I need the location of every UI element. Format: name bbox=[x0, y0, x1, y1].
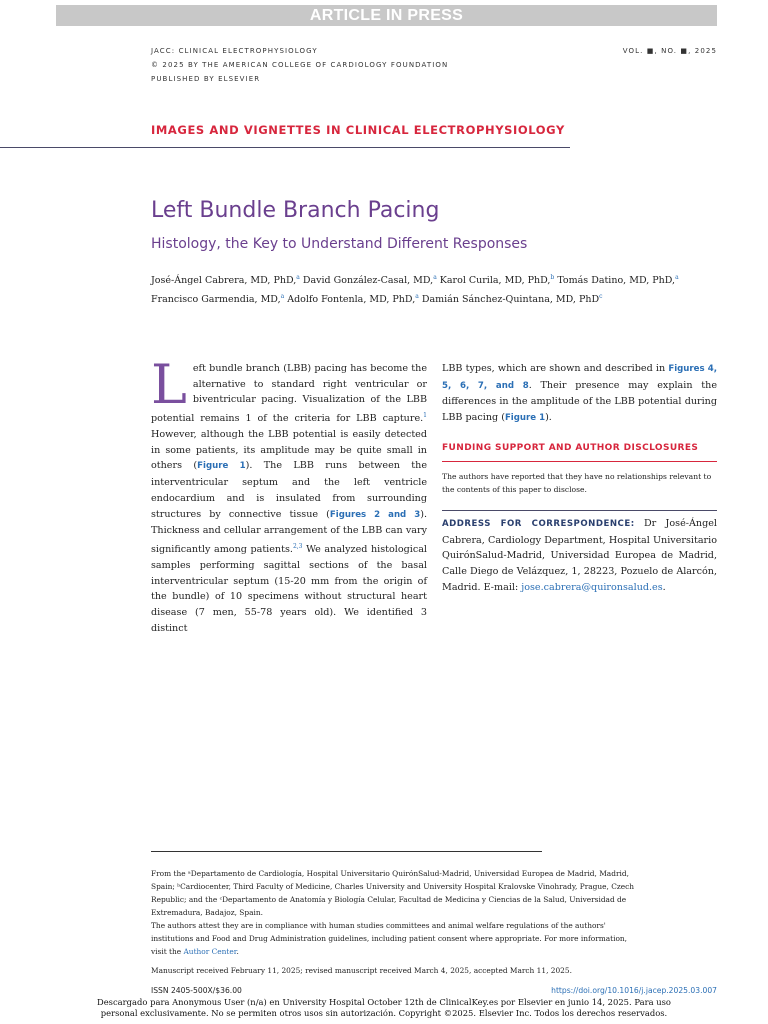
figures-4-8-link[interactable]: Figures 4, 5, 6, 7, and 8 bbox=[442, 364, 717, 391]
correspondence-address bbox=[442, 516, 717, 596]
journal-info bbox=[151, 44, 448, 86]
address-text: Dr José-Ángel Cabrera, Cardiology Department, Hospital Universitario QuirónSalud-Madrid, Universidad Europea de Madrid, Calle Diego de Velázquez, 1, 28223, Pozuelo de Alarcón, Madrid. E-mail: bbox=[442, 517, 717, 593]
body-text: ). Thickness and cellular arrangement of the LBB can vary significantly among patients. bbox=[151, 508, 427, 556]
body-column-left bbox=[151, 353, 428, 636]
body-text: eft bundle branch (LBB) pacing has become the alternative to standard right ventricular or biventricular pacing. Visualization of the LBB potential remains 1 of the criteria for LBB capture. bbox=[151, 363, 427, 425]
author-name: Tomás Datino, MD, PhD, bbox=[554, 275, 676, 287]
download-notice-line: personal exclusivamente. No se permiten otros usos sin autorización. Copyright ©2025. Elsevier Inc. Todos los derechos reservados. bbox=[100, 1008, 668, 1018]
author-name: Adolfo Fontenla, MD, PhD, bbox=[284, 294, 416, 306]
publisher-line: PUBLISHED BY ELSEVIER bbox=[151, 75, 261, 83]
body-paragraph bbox=[442, 361, 717, 427]
copyright-line: © 2025 BY THE AMERICAN COLLEGE OF CARDIOLOGY FOUNDATION bbox=[151, 61, 449, 69]
funding-divider bbox=[442, 461, 717, 462]
article-in-press-banner: ARTICLE IN PRESS bbox=[56, 5, 717, 26]
author-list bbox=[151, 270, 711, 308]
affiliation-mark: a bbox=[433, 274, 437, 281]
author-name: José-Ángel Cabrera, MD, PhD, bbox=[151, 275, 297, 287]
manuscript-dates: Manuscript received February 11, 2025; revised manuscript received March 4, 2025, accepted March 11, 2025. bbox=[151, 966, 572, 975]
figure-1-link[interactable]: Figure 1 bbox=[504, 413, 546, 424]
download-notice-line: Descargado para Anonymous User (n/a) en University Hospital October 12th de ClinicalKey.es por Elsevier en junio 14, 2025. Para uso bbox=[97, 997, 671, 1007]
download-notice bbox=[60, 997, 708, 1019]
affiliation-mark: a bbox=[280, 293, 285, 301]
journal-name: JACC: CLINICAL ELECTROPHYSIOLOGY bbox=[151, 47, 318, 55]
volume-info: VOL. ■, NO. ■, 2025 bbox=[622, 47, 717, 55]
article-subtitle: Histology, the Key to Understand Different Responses bbox=[151, 236, 528, 252]
compliance-note bbox=[151, 919, 638, 958]
reference-link[interactable]: 1 bbox=[423, 412, 427, 420]
author-name: Karol Curila, MD, PhD, bbox=[436, 275, 551, 287]
author-center-link[interactable]: Author Center bbox=[183, 947, 237, 956]
email-link[interactable]: jose.cabrera@quironsalud.es bbox=[521, 581, 663, 593]
footnotes bbox=[151, 867, 638, 977]
body-text: ). The LBB runs between the interventricular septum and the left ventricle endocardium and is insulated from surrounding structures by connective tissue ( bbox=[151, 460, 428, 520]
section-divider bbox=[0, 147, 570, 148]
address-divider bbox=[442, 510, 717, 511]
funding-text: The authors have reported that they have no relationships relevant to the contents of this paper to disclose. bbox=[442, 471, 712, 494]
affiliation-mark: a bbox=[296, 274, 300, 281]
body-text: We analyzed histological samples performing sagittal sections of the basal interventricular septum (15-20 mm from the origin of the bundle) of 10 specimens without structural heart disease (7 men, 55-78 years old). We identified 3 distinct bbox=[151, 544, 427, 634]
reference-link[interactable]: 2,3 bbox=[292, 542, 303, 550]
affiliation-mark: a bbox=[415, 293, 419, 301]
body-text: . Their presence may explain the differences in the amplitude of the LBB potential during LBB pacing ( bbox=[442, 379, 718, 424]
author-name: David González-Casal, MD, bbox=[299, 275, 434, 287]
author-name: Francisco Garmendia, MD, bbox=[151, 294, 281, 306]
figure-1-link[interactable]: Figure 1 bbox=[197, 461, 246, 472]
body-paragraph bbox=[151, 353, 428, 636]
affiliation-mark: c bbox=[599, 293, 603, 301]
address-heading: ADDRESS FOR CORRESPONDENCE: bbox=[442, 518, 635, 529]
body-text: However, although the LBB potential is easily detected in some patients, its amplitude may be quite small in others ( bbox=[151, 429, 427, 472]
body-text: ). bbox=[545, 412, 552, 424]
footnote-divider bbox=[151, 851, 542, 852]
compliance-text: The authors attest they are in compliance with human studies committees and animal welfare regulations of the authors' institutions and Food and Drug Administration guidelines, including patient consent where appropriate. For more information, visit the bbox=[151, 921, 628, 956]
figures-2-3-link[interactable]: Figures 2 and 3 bbox=[329, 509, 421, 520]
article-title: Left Bundle Branch Pacing bbox=[151, 198, 440, 223]
affiliation-mark: a bbox=[675, 274, 679, 281]
body-text: LBB types, which are shown and described in bbox=[442, 363, 669, 374]
doi-link[interactable]: https://doi.org/10.1016/j.jacep.2025.03.007 bbox=[551, 986, 717, 995]
author-name: Damián Sánchez-Quintana, MD, PhD bbox=[418, 294, 600, 306]
section-label: IMAGES AND VIGNETTES IN CLINICAL ELECTROPHYSIOLOGY bbox=[151, 123, 565, 137]
affiliation-mark: b bbox=[550, 274, 555, 281]
body-column-right bbox=[442, 361, 717, 595]
funding-heading: FUNDING SUPPORT AND AUTHOR DISCLOSURES bbox=[442, 442, 699, 453]
drop-cap: L bbox=[151, 353, 187, 416]
affiliations-note: From the ᵃDepartamento de Cardiología, Hospital Universitario QuirónSalud-Madrid, Universidad Europea de Madrid, Madrid, Spain; ᵇCardiocenter, Third Faculty of Medicine, Charles University and University Hospital Kralovske Vinohrady, Prague, Czech Republic; and the ᶜDepartamento de Anatomía y Biología Celular, Facultad de Medicina y Ciencias de la Salud, Universidad de Extremadura, Badajoz, Spain. bbox=[151, 869, 635, 917]
compliance-end: . bbox=[236, 947, 239, 956]
address-end: . bbox=[662, 581, 666, 593]
issn-price: ISSN 2405-500X/$36.00 bbox=[151, 986, 242, 995]
